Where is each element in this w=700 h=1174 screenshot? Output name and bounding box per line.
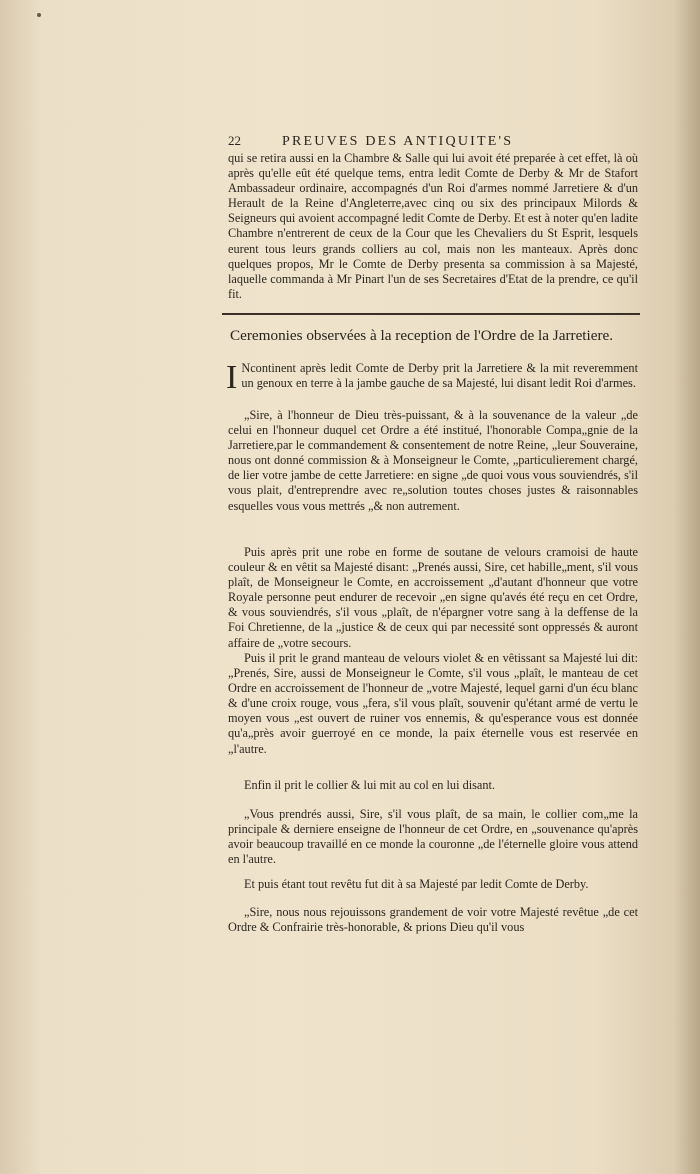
paragraph-3: Puis après prit une robe en forme de soutane de velours cramoisi de haute couleur & en vêtit sa Majesté disant: „Prenés aussi, Sire, cet habille„ment, s'il vous plaît, de Monseigneur le Comte, en accroissement „d'autant d'honneur que votre Royale personne peut endurer de recevoir „en signe qu'avés été reçu en cet Ordre, & vous souviendrés, s'il vous „plaît, de n'épargner votre sang à la deffense de la Foi Chretienne, de la „justice & de ceux qui par necessité sont oppressés & auront affaire de „votre secours. [228,545,638,650]
paragraph-2: „Sire, à l'honneur de Dieu très-puissant, & à la souvenance de la valeur „de celui en l'honneur duquel cet Ordre a été institué, l'honorable Compa„gnie de la Jarretiere,par le commandement & consentement de notre Reine, „leur Souveraine, nous ont donné commission & à Monseigneur le Comte, „particulierement chargé, de lier votre jambe de cette Jarretiere: en signe „de quoi vous vous souviendrés, s'il vous plait, d'entreprendre avec re„solution toutes choses justes & raisonnables esquelles vous vous mettrés „& non autrement. [228,408,638,513]
paragraph-1 [226,359,638,396]
running-title: PREUVES DES ANTIQUITE'S [282,134,514,149]
paragraph-4: Puis il prit le grand manteau de velours violet & en vêtissant sa Majesté lui dit: „Prenés, Sire, aussi de Monseigneur le Comte, s'il vous „plaît, le manteau de cet Ordre en accroissement de l'honneur de „votre Majesté, lequel garni d'un écu blanc & d'une croix rouge, vous „fera, s'il vous plaît, souvenir qu'étant armé de vertu le moyen vous „est ouvert de ruiner vos ennemis, & qu'esperance vous est donnée qu'a„près avoir guerroyé en ce monde, la paix éternelle vous est reservée en „l'autre. [228,651,638,756]
drop-cap: I [226,359,238,396]
page-number: 22 [228,133,241,148]
intro-paragraph: qui se retira aussi en la Chambre & Salle qui lui avoit été preparée à cet effet, là où après qu'elle eût été quelque tems, entra ledit Comte de Derby & Mr de Stafort Ambassadeur ordinaire, accompagnés d'un Roi d'armes nommé Jarretiere & d'un Herault de la Reine d'Angleterre,avec cinq ou six des principaux Milords & Seigneurs qui avoient accompagné ledit Comte de Derby. Et est à noter qu'en ladite Chambre n'entrerent de ceux de la Cour que les Chevaliers du St Esprit, lesquels eurent tous leurs grands colliers au col, mais non les manteaux. Après donc quelques propos, Mr le Comte de Derby presenta sa commission à sa Majesté, laquelle commanda à Mr Pinart l'un de ses Secretaires d'Etat de la prendre, ce qu'il fit. [228,151,638,301]
paragraph-7: Et puis étant tout revêtu fut dit à sa Majesté par ledit Comte de Derby. [244,877,589,891]
intro-block [228,151,638,302]
section-title: Ceremonies observées à la reception de l'Ordre de la Jarretiere. [230,327,614,344]
body-p8-block [228,905,638,935]
paper-speck [37,13,41,17]
paragraph-5: Enfin il prit le collier & lui mit au col en lui disant. [244,778,496,792]
body-p6-block [228,807,638,867]
body-p2-block [228,408,638,514]
section-divider [222,313,640,315]
body-p5-block [228,778,638,793]
body-p3-block [228,545,638,651]
body-p4-block [228,651,638,757]
paragraph-8: „Sire, nous nous rejouissons grandement de voir votre Majesté revêtue „de cet Ordre & Confrairie très-honorable, & prions Dieu qu'il vous [228,905,638,935]
paragraph-1-text: Ncontinent après ledit Comte de Derby prit la Jarretiere & la mit reveremment un genoux en terre à la jambe gauche de sa Majesté, lui disant ledit Roi d'armes. [241,361,638,391]
body-p7-block [228,877,638,892]
page-edge-shadow [674,0,700,1174]
paragraph-6: „Vous prendrés aussi, Sire, s'il vous plaît, de sa main, le collier com„me la principale & derniere enseigne de l'honneur de cet Ordre, en „souvenance qu'après avoir beaucoup travaillé en ce monde la couronne „de l'éternelle gloire vous attend en l'autre. [228,807,638,867]
body-p1-block [226,359,638,396]
running-header [228,133,638,150]
